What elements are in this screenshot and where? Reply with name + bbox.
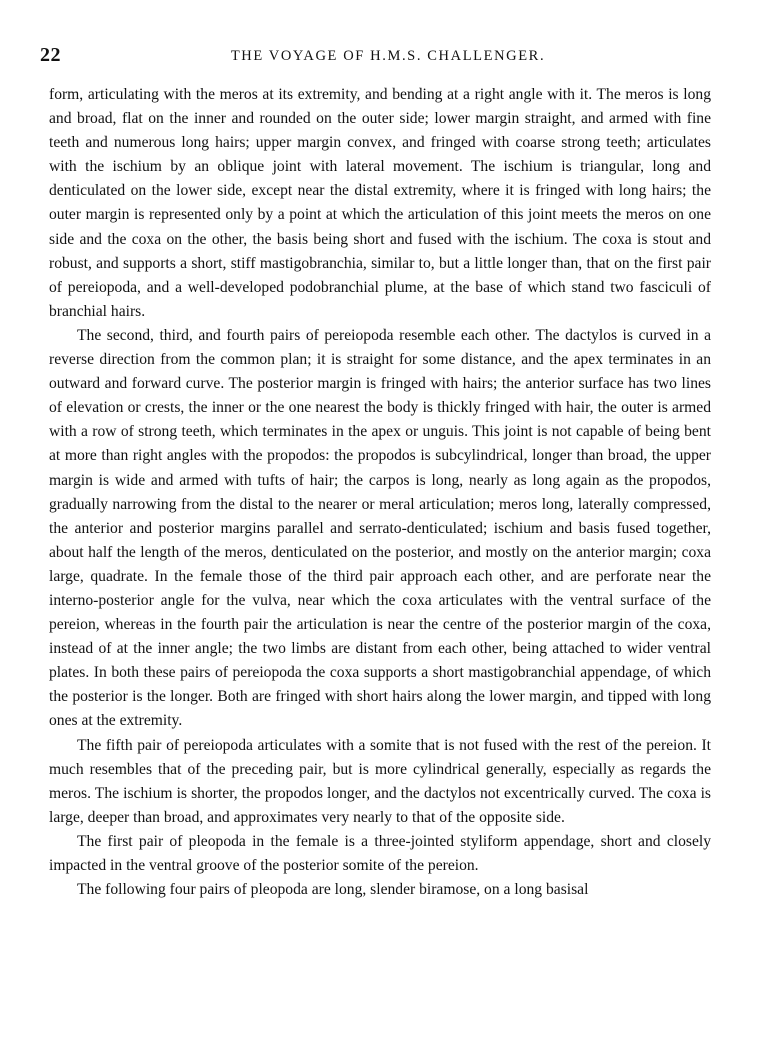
body-text [49, 83, 711, 902]
paragraph: The first pair of pleopoda in the female is a three-jointed styliform appendage, short and closely impacted in the ventral groove of the posterior somite of the pereion. [49, 832, 711, 874]
paragraph: The fifth pair of pereiopoda articulates with a somite that is not fused with the rest of the pereion. It much resembles that of the preceding pair, but is more cylindrical generally, especially as regards the meros. The ischium is shorter, the propodos longer, and the dactylos not excentrically curved. The coxa is large, deeper than broad, and approximates very nearly to that of the opposite side. [49, 736, 711, 826]
paragraph: The second, third, and fourth pairs of pereiopoda resemble each other. The dactylos is curved in a reverse direction from the common plan; it is straight for some distance, and the apex terminates in an outward and forward curve. The posterior margin is fringed with hairs; the anterior surface has two lines of elevation or crests, the inner or the one nearest the body is thickly fringed with hair, the outer is armed with a row of strong teeth, which terminates in the apex or unguis. This joint is not capable of being bent at more than right angles with the propodos: the propodos is subcylindrical, longer than broad, the upper margin is wide and armed with tufts of hair; the carpos is long, nearly as long again as the propodos, gradually narrowing from the distal to the nearer or meral articulation; meros long, laterally compressed, the anterior and posterior margins parallel and serrato-denticulated; ischium and basis fused together, about half the length of the meros, denticulated on the posterior, and mostly on the anterior margin; coxa large, quadrate. In the female those of the third pair approach each other, and are perforate near the interno-posterior angle for the vulva, near which the coxa articulates with the ventral surface of the pereion, whereas in the fourth pair the articulation is near the centre of the posterior margin of the coxa, instead of at the inner angle; the two limbs are distant from each other, being attached to wider ventral plates. In both these pairs of pereiopoda the coxa supports a short mastigobranchial appendage, of which the posterior is the longer. Both are fringed with short hairs along the lower margin, and tipped with long ones at the extremity. [49, 326, 711, 730]
paragraph: form, articulating with the meros at its extremity, and bending at a right angle with it. The meros is long and broad, flat on the inner and rounded on the outer side; lower margin straight, and armed with fine teeth and numerous long hairs; upper margin convex, and fringed with coarse strong teeth; articulates with the ischium by an oblique joint with lateral movement. The ischium is triangular, long and denticulated on the lower side, except near the distal extremity, where it is fringed with long hairs; the outer margin is represented only by a point at which the articulation of this joint meets the meros on one side and the coxa on the other, the basis being short and fused with the ischium. The coxa is stout and robust, and supports a short, stiff mastigobranchia, similar to, but a little longer than, that on the first pair of pereiopoda, and a well-developed podobranchial plume, at the base of which stand two fasciculi of branchial hairs. [49, 86, 711, 320]
page-header [0, 44, 776, 74]
page-number: 22 [40, 44, 61, 66]
running-title: THE VOYAGE OF H.M.S. CHALLENGER. [230, 48, 546, 64]
paragraph: The following four pairs of pleopoda are long, slender biramose, on a long basisal [77, 881, 589, 899]
